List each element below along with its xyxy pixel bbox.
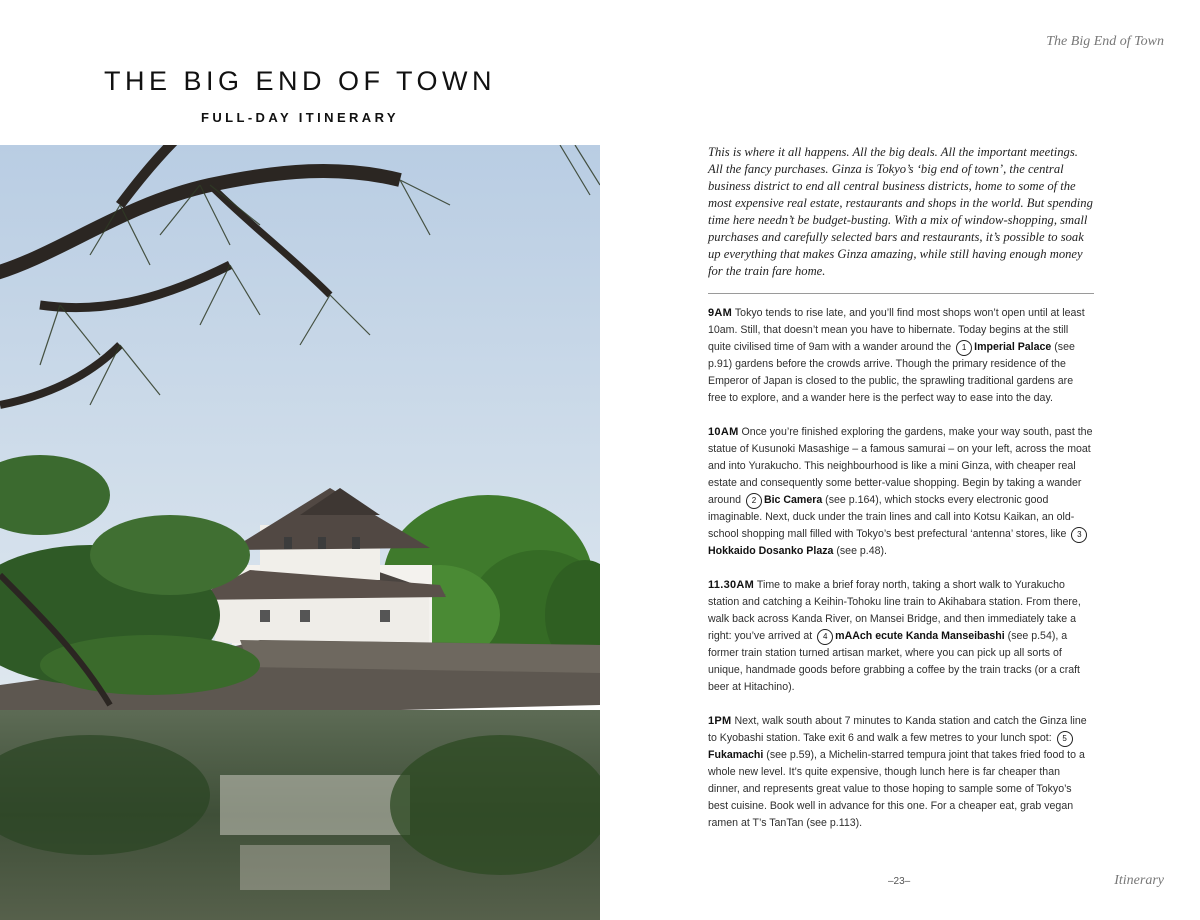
entry-text: (see p.59), a Michelin-starred tempura joint that takes fried food to a whole new level. It’s quite expensive, though lunch here is far cheaper than dinner, and represents great value to those hoping to sample some of Tokyo’s best cuisine. Book well in advance for this one. For a cheaper eat, grab vegan ramen at T’s TanTan (see p.113). [708,749,1085,829]
itinerary-entry-1pm [708,713,1094,832]
page-number: –23– [888,876,911,887]
footer-section-label: Itinerary [1114,873,1164,888]
itinerary-entry-1130am [708,577,1094,696]
place-name: Imperial Palace [974,341,1052,353]
location-number-marker: 5 [1057,731,1073,747]
entry-text: Next, walk south about 7 minutes to Kanda station and catch the Ginza line to Kyobashi station. Take exit 6 and walk a few metres to your lunch spot: [708,715,1087,744]
location-number-marker: 2 [746,493,762,509]
location-number-marker: 3 [1071,527,1087,543]
place-name: Bic Camera [763,494,823,506]
imperial-palace-photo [0,145,600,920]
itinerary-entry-9am [708,305,1094,407]
location-number-marker: 1 [956,340,972,356]
itinerary-entry-10am [708,424,1094,560]
entry-text: (see p.48). [833,545,887,557]
page-subtitle: FULL-DAY ITINERARY [201,110,399,125]
page-title: THE BIG END OF TOWN [103,66,497,96]
entry-text: (see p.54), a former train station turned artisan market, where you can pick up all sorts of unique, handmade goods before grabbing a coffee by the train tracks (or a craft beer at Hitachino). [708,630,1080,693]
entry-time: 1PM [708,715,732,727]
place-name: mAAch ecute Kanda Manseibashi [835,630,1005,642]
place-name: Fukamachi [708,749,764,761]
entry-text: Once you’re finished exploring the gardens, make your way south, past the statue of Kusunoki Masashige – a famous samurai – on your left, across the moat and into Yurakucho. This neighbourhood is like a mini Ginza, with cheaper real estate and consequently some better-value shopping. Begin by taking a wander around [708,426,1093,506]
intro-paragraph: This is where it all happens. All the big deals. All the important meetings. All the fancy purchases. Ginza is Tokyo’s ‘big end of town’, the central business district to end all central business districts, home to some of the most expensive real estate, restaurants and shops in the world. But spending time here needn’t be budget-busting. With a mix of window-shopping, small purchases and carefully selected bars and restaurants, it’s possible to soak up everything that makes Ginza amazing, while still having enough money for the train fare home. [708,145,1093,278]
entry-text: Time to make a brief foray north, taking a short walk to Yurakucho station and catching a Keihin-Tohoku line train to Akihabara station. From there, walk back across Kanda River, on Mansei Bridge, and then immediately take a right: you’ve arrived at [708,579,1081,642]
itinerary-list [708,305,1094,849]
running-head: The Big End of Town [1046,34,1164,49]
entry-time: 10AM [708,426,739,438]
entry-text: Tokyo tends to rise late, and you’ll find most shops won’t open until at least 10am. Still, that doesn’t mean you have to hibernate. Today begins at the still quite civilised time of 9am with a wander around the [708,307,1085,353]
place-name: Hokkaido Dosanko Plaza [708,545,834,557]
entry-text: (see p.164), which stocks every electronic good imaginable. Next, duck under the train lines and call into Kotsu Kaikan, an old-school shopping mall filled with Tokyo’s best prefectural ‘antenna’ stores, like [708,494,1075,540]
entry-text: (see p.91) gardens before the crowds arrive. Though the primary residence of the Emperor of Japan is closed to the public, the sprawling traditional gardens are free to explore, and a wander here is the perfect way to ease into the day. [708,341,1075,404]
entry-time: 11.30AM [708,579,755,591]
location-number-marker: 4 [817,629,833,645]
entry-time: 9AM [708,307,733,319]
section-divider [708,293,1094,294]
